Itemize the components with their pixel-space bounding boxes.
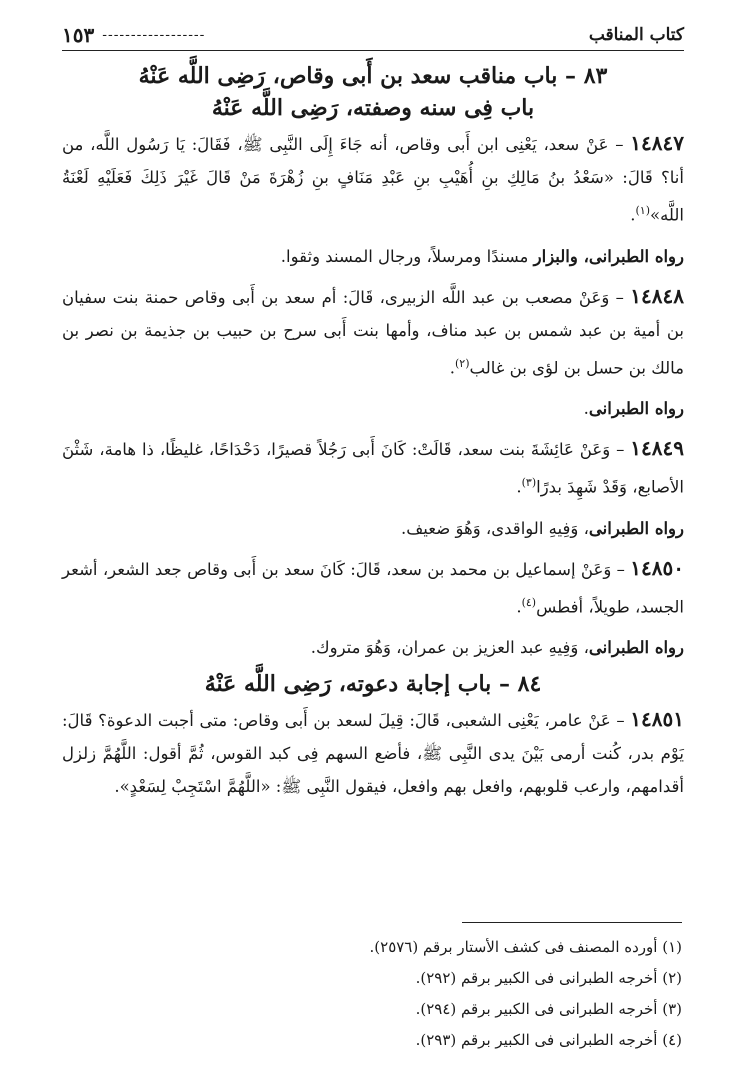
hadith-number: ١٤٨٤٩ [630, 436, 684, 460]
hadith-end: . [516, 477, 522, 497]
footnote-divider [462, 922, 682, 923]
footnote-ref: (١) [635, 204, 650, 217]
hadith-14848 [62, 280, 684, 385]
narration-note [62, 514, 684, 544]
hadith-end: . [630, 205, 636, 225]
narrator-bold: رواه الطبرانى [588, 638, 684, 657]
narrator-rest: ، وَفِيهِ عبد العزيز بن عمران، وَهُوَ متروك. [310, 638, 589, 657]
hadith-14851 [62, 703, 684, 803]
hadith-text: – وَعَنْ عَائِشَةَ بنت سعد، قَالَتْ: كَانَ أَبى رَجُلاً قصيرًا، دَحْدَاحًا، غليظًا، ذا هامة، شَثْنَ الأصابع، وَقَدْ شَهِدَ بدرًا [62, 440, 684, 497]
header-dashes: ------------------ [102, 27, 206, 43]
narration-note [62, 394, 684, 424]
chapter-84-title: ٨٤ – باب إجابة دعوته، رَضِى اللَّه عَنْهُ [204, 671, 542, 697]
narrator-bold: رواه الطبرانى [588, 518, 684, 538]
narration-note [62, 633, 684, 663]
chapter-83-title: ٨٣ – باب مناقب سعد بن أَبى وقاص، رَضِى اللَّه عَنْهُ [138, 63, 608, 89]
hadith-text: – عَنْ سعد، يَعْنِى ابن أَبى وقاص، أنه جَاءَ إِلَى النَّبِى ﷺ، فَقَالَ: يَا رَسُول اللَّه، من أنا؟ قَالَ: «سَعْدُ بنُ مَالِكِ بنِ أُهَيْبِ بنِ عَبْدِ مَنَافٍ بنِ زُهْرَةَ مَنْ قَالَ غَيْرَ ذَلِكَ فَعَلَيْهِ لَعْنَةُ اللَّه» [62, 135, 684, 225]
hadith-text: – وَعَنْ مصعب بن عبد اللَّه الزبيرى، قَالَ: أم سعد بن أَبى وقاص حمنة بنت سفيان بن أمية بن عبد شمس بن عبد مناف، وأمها بنت أَبى سرح بن حبيب بن جذيمة بن نصر بن مالك بن حسل بن لؤى بن غالب [62, 287, 684, 377]
page-body [62, 22, 684, 805]
hadith-number: ١٤٨٤٨ [630, 283, 684, 308]
narrator-bold: رواه الطبرانى [588, 399, 684, 418]
footnote-1: (١) أورده المصنف فى كشف الأستار برقم (٢٥٧٦). [369, 938, 682, 956]
book-title: كتاب المناقب [588, 25, 684, 45]
hadith-14850 [62, 552, 684, 624]
chapter-83-subtitle: باب فِى سنه وصفته، رَضِى اللَّه عَنْهُ [211, 95, 535, 121]
hadith-text: – عَنْ عامر، يَعْنِى الشعبى، قَالَ: قِيلَ لسعد بن أَبى وقاص: متى أجبت الدعوة؟ قَالَ: يَوْم بدر، كُنت أرمى بَيْنَ يدى النَّبِى ﷺ، فأضع السهم فِى كبد القوس، ثُمَّ أقول: اللَّهُمَّ زلزل أقدامهم، وارعب قلوبهم، وافعل بهم وافعل، فيقول النَّبِى ﷺ: «اللَّهُمَّ اسْتَجِبْ لِسَعْدٍ». [62, 711, 684, 796]
hadith-text: – وَعَنْ إسماعيل بن محمد بن سعد، قَالَ: كَانَ سعد بن أَبى وقاص جعد الشعر، أشعر الجسد، طويلاً، أفطس [62, 559, 684, 616]
hadith-number: ١٤٨٥١ [630, 707, 684, 731]
footnote-ref: (٣) [521, 476, 537, 489]
page-number-group [62, 23, 205, 47]
narrator-rest: مسندًا ومرسلاً، ورجال المسند وثقوا. [280, 246, 534, 266]
footnotes [60, 932, 682, 1056]
hadith-number: ١٤٨٤٧ [630, 131, 684, 155]
footnote-ref: (٢) [454, 356, 470, 370]
hadith-end: . [449, 358, 455, 377]
hadith-end: . [516, 597, 522, 616]
narrator-bold: رواه الطبرانى، والبزار [533, 246, 684, 266]
hadith-14849 [62, 432, 684, 504]
running-header [62, 22, 684, 51]
page-number: ١٥٣ [62, 23, 95, 47]
narration-note [62, 242, 684, 272]
footnote-3: (٣) أخرجه الطبرانى فى الكبير برقم (٢٩٤). [415, 1000, 682, 1018]
footnote-4: (٤) أخرجه الطبرانى فى الكبير برقم (٢٩٣). [415, 1031, 682, 1049]
footnote-2: (٢) أخرجه الطبرانى فى الكبير برقم (٢٩٢). [415, 969, 682, 987]
hadith-number: ١٤٨٥٠ [630, 555, 684, 580]
footnote-ref: (٤) [521, 595, 537, 609]
narrator-rest: . [583, 399, 589, 418]
narrator-rest: ، وَفِيهِ الواقدى، وَهُوَ ضعيف. [400, 518, 589, 538]
hadith-14847 [62, 127, 684, 232]
